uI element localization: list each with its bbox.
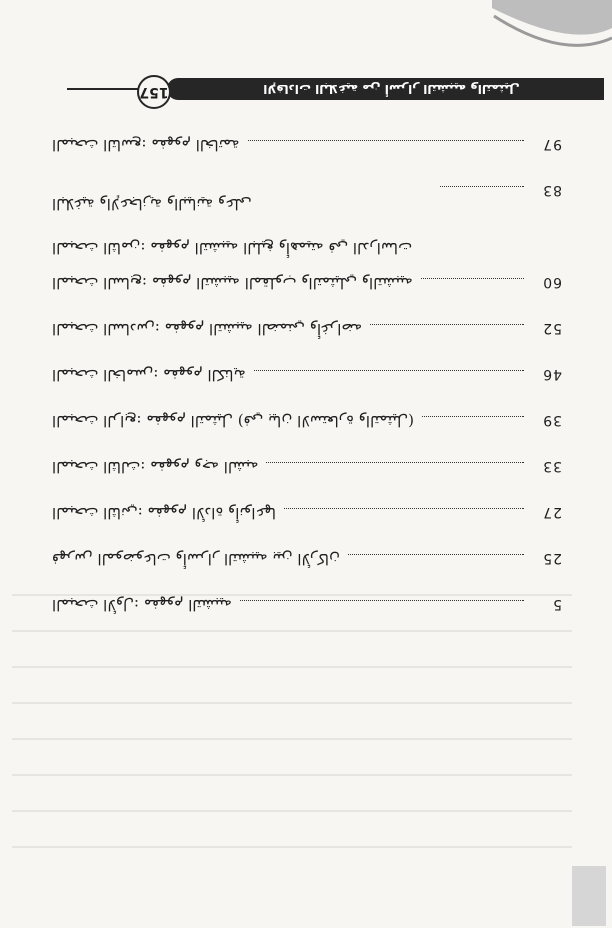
dot-leader <box>284 508 524 510</box>
toc-page-number: 25 <box>542 550 562 566</box>
toc-entry-title: المبحث التاسع: مفهوم الخاتمة <box>52 136 240 154</box>
toc-page-number: 97 <box>542 136 562 152</box>
dot-leader <box>440 186 524 188</box>
running-header-title: الإفادات البلاغية من أسرار التشبيه والتمثيل <box>263 82 520 96</box>
toc-entry-title: المبحث الثاني: مفهوم الأداة وأنواعها <box>52 504 276 522</box>
toc-entry-title: المبحث الثالث: مفهوم وجه الشبه <box>52 458 259 476</box>
toc-page-number: 52 <box>542 320 562 336</box>
toc-entry <box>52 594 562 618</box>
dot-leader <box>266 462 524 464</box>
header-rule <box>67 88 142 90</box>
dot-leader <box>370 324 524 326</box>
toc-entry <box>52 502 562 526</box>
page-number: 157 <box>139 84 169 100</box>
toc-entry <box>52 180 562 257</box>
table-of-contents <box>52 112 562 618</box>
toc-entry-title: المبحث الأول: مفهوم التشبيه <box>52 596 232 614</box>
toc-entry <box>52 318 562 342</box>
dot-leader <box>422 416 524 418</box>
decorative-swoosh <box>492 0 612 68</box>
dot-leader <box>248 140 524 142</box>
toc-entry <box>52 134 562 158</box>
toc-entry <box>52 410 562 434</box>
toc-entry <box>52 548 562 572</box>
page-number-badge <box>137 75 171 109</box>
toc-page-number: 60 <box>542 274 562 290</box>
decorative-corner-block <box>572 866 606 926</box>
toc-entry-title: المبحث الخامس: مفهوم الكناية <box>52 366 246 384</box>
toc-entry-title: المبحث السادس: مفهوم التشبيه الضمني وأغراضه <box>52 320 363 338</box>
toc-page-number: 27 <box>542 504 562 520</box>
dot-leader <box>421 278 524 280</box>
toc-entry <box>52 272 562 296</box>
toc-page-number: 5 <box>552 596 562 612</box>
dot-leader <box>240 600 524 602</box>
toc-entry-title: المبحث الرابع: مفهوم التمثيل (في بيان الاستعارة والتمثيل) <box>52 412 415 430</box>
toc-entry <box>52 364 562 388</box>
toc-page-number: 83 <box>542 182 562 198</box>
dot-leader <box>254 370 524 372</box>
toc-entry-title: المبحث الثامن: مفهوم التشبيه البليغ وأهميته في الدراسات البلاغية والإعجازية والبيانية وعلى <box>52 195 413 257</box>
toc-page-number: 39 <box>542 412 562 428</box>
toc-entry <box>52 456 562 480</box>
toc-page-number: 33 <box>542 458 562 474</box>
toc-entry-title: المبحث السابع: مفهوم التشبيه المقلوب والتمثيلي والتشبيه <box>52 274 413 292</box>
dot-leader <box>348 554 524 556</box>
running-header <box>167 78 604 100</box>
toc-entry-title: فهرس الموضوعات وأسرار التشبيه بين الأركان <box>52 550 341 568</box>
toc-page-number: 46 <box>542 366 562 382</box>
